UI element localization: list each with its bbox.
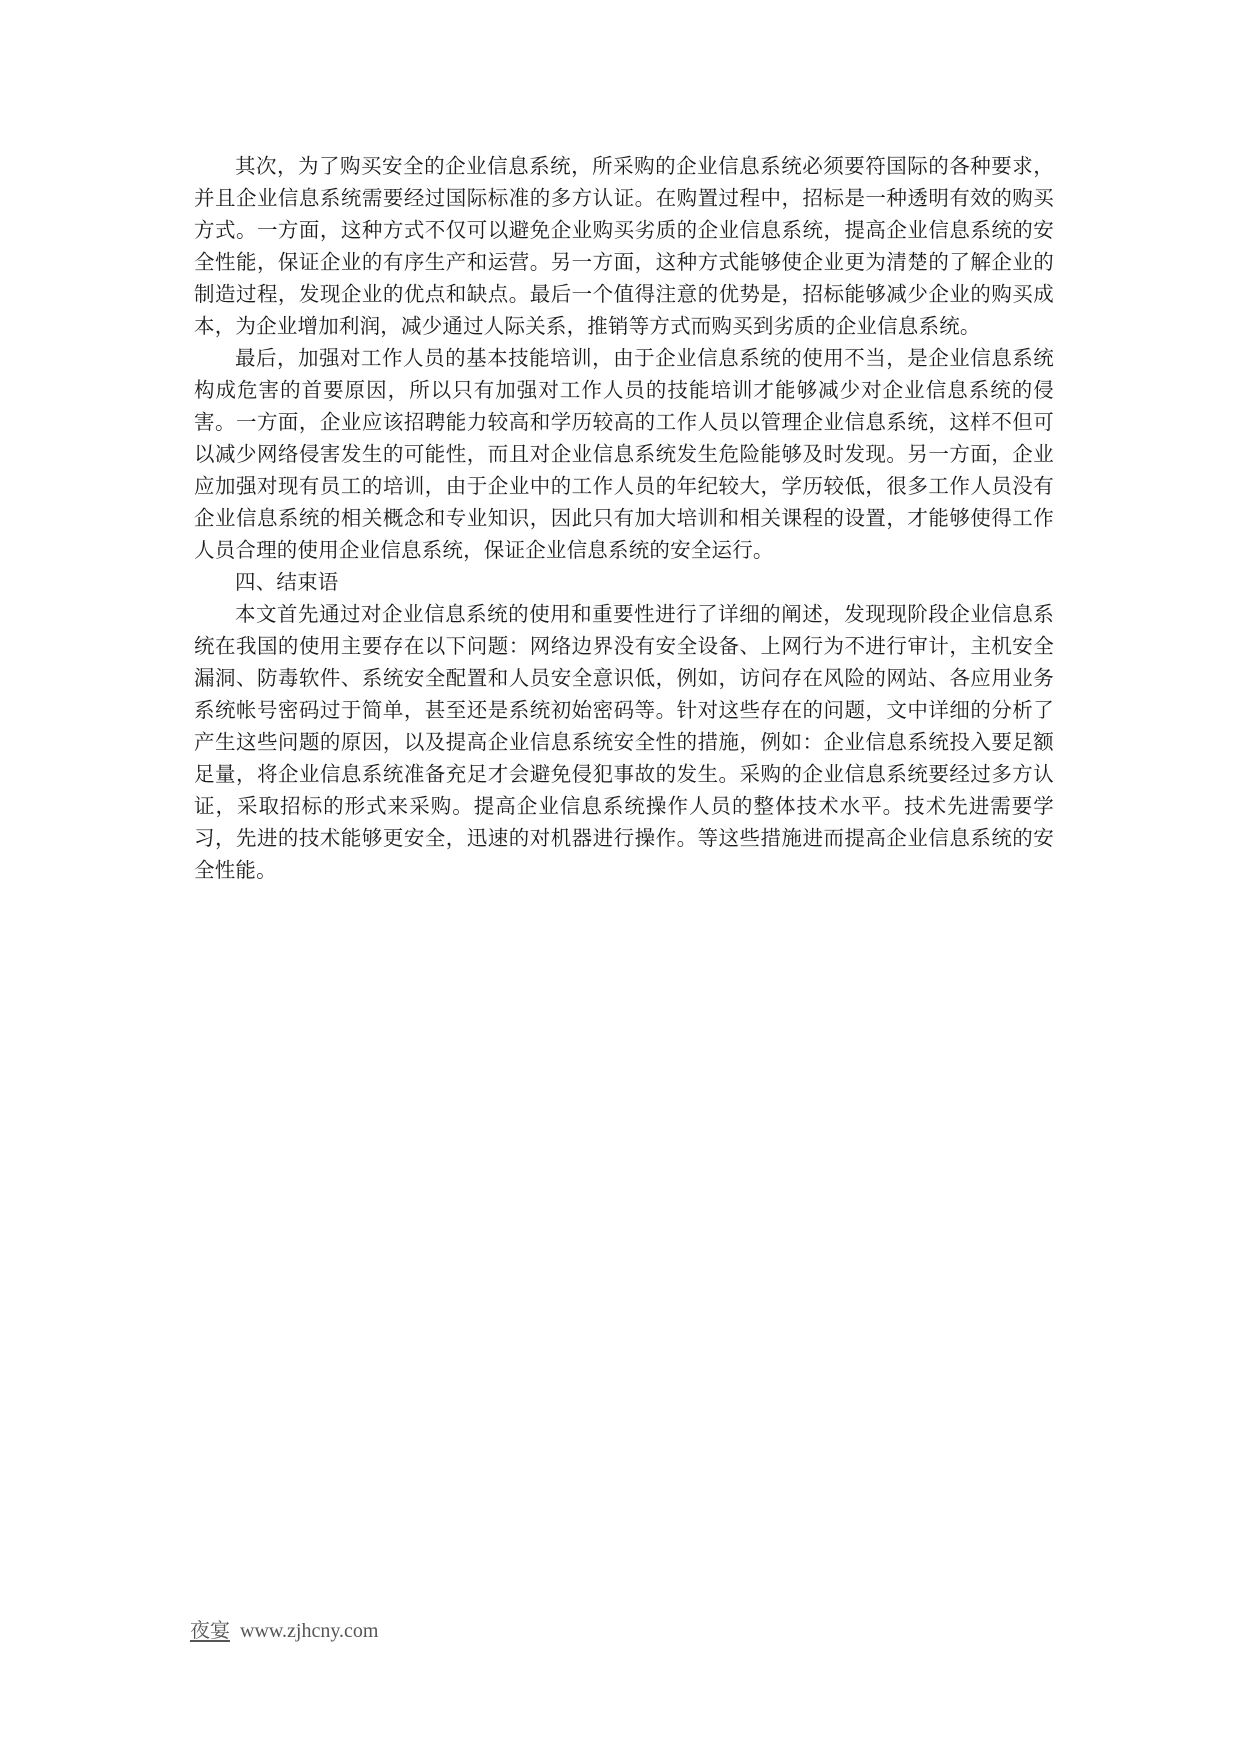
footer-brand-link[interactable]: 夜宴 xyxy=(190,1618,230,1642)
section-heading-conclusion: 四、结束语 xyxy=(235,570,339,594)
document-body xyxy=(194,150,1054,886)
paragraph-conclusion: 本文首先通过对企业信息系统的使用和重要性进行了详细的阐述，发现现阶段企业信息系统在我国的使用主要存在以下问题：网络边界没有安全设备、上网行为不进行审计，主机安全漏洞、防毒软件、系统安全配置和人员安全意识低，例如，访问存在风险的网站、各应用业务系统帐号密码过于简单，甚至还是系统初始密码等。针对这些存在的问题，文中详细的分析了产生这些问题的原因，以及提高企业信息系统安全性的措施，例如：企业信息系统投入要足额足量，将企业信息系统准备充足才会避免侵犯事故的发生。采购的企业信息系统要经过多方认证，采取招标的形式来采购。提高企业信息系统操作人员的整体技术水平。技术先进需要学习，先进的技术能够更安全，迅速的对机器进行操作。等这些措施进而提高企业信息系统的安全性能。 xyxy=(194,602,1054,882)
footer-url[interactable]: www.zjhcny.com xyxy=(240,1620,379,1642)
footer xyxy=(190,1616,378,1645)
paragraph-procurement: 其次，为了购买安全的企业信息系统，所采购的企业信息系统必须要符国际的各种要求，并且企业信息系统需要经过国际标准的多方认证。在购置过程中，招标是一种透明有效的购买方式。一方面，这种方式不仅可以避免企业购买劣质的企业信息系统，提高企业信息系统的安全性能，保证企业的有序生产和运营。另一方面，这种方式能够使企业更为清楚的了解企业的制造过程，发现企业的优点和缺点。最后一个值得注意的优势是，招标能够减少企业的购买成本，为企业增加利润，减少通过人际关系，推销等方式而购买到劣质的企业信息系统。 xyxy=(194,154,1054,338)
paragraph-training: 最后，加强对工作人员的基本技能培训，由于企业信息系统的使用不当，是企业信息系统构成危害的首要原因，所以只有加强对工作人员的技能培训才能够减少对企业信息系统的侵害。一方面，企业应该招聘能力较高和学历较高的工作人员以管理企业信息系统，这样不但可以减少网络侵害发生的可能性，而且对企业信息系统发生危险能够及时发现。另一方面，企业应加强对现有员工的培训，由于企业中的工作人员的年纪较大，学历较低，很多工作人员没有企业信息系统的相关概念和专业知识，因此只有加大培训和相关课程的设置，才能够使得工作人员合理的使用企业信息系统，保证企业信息系统的安全运行。 xyxy=(194,346,1054,562)
